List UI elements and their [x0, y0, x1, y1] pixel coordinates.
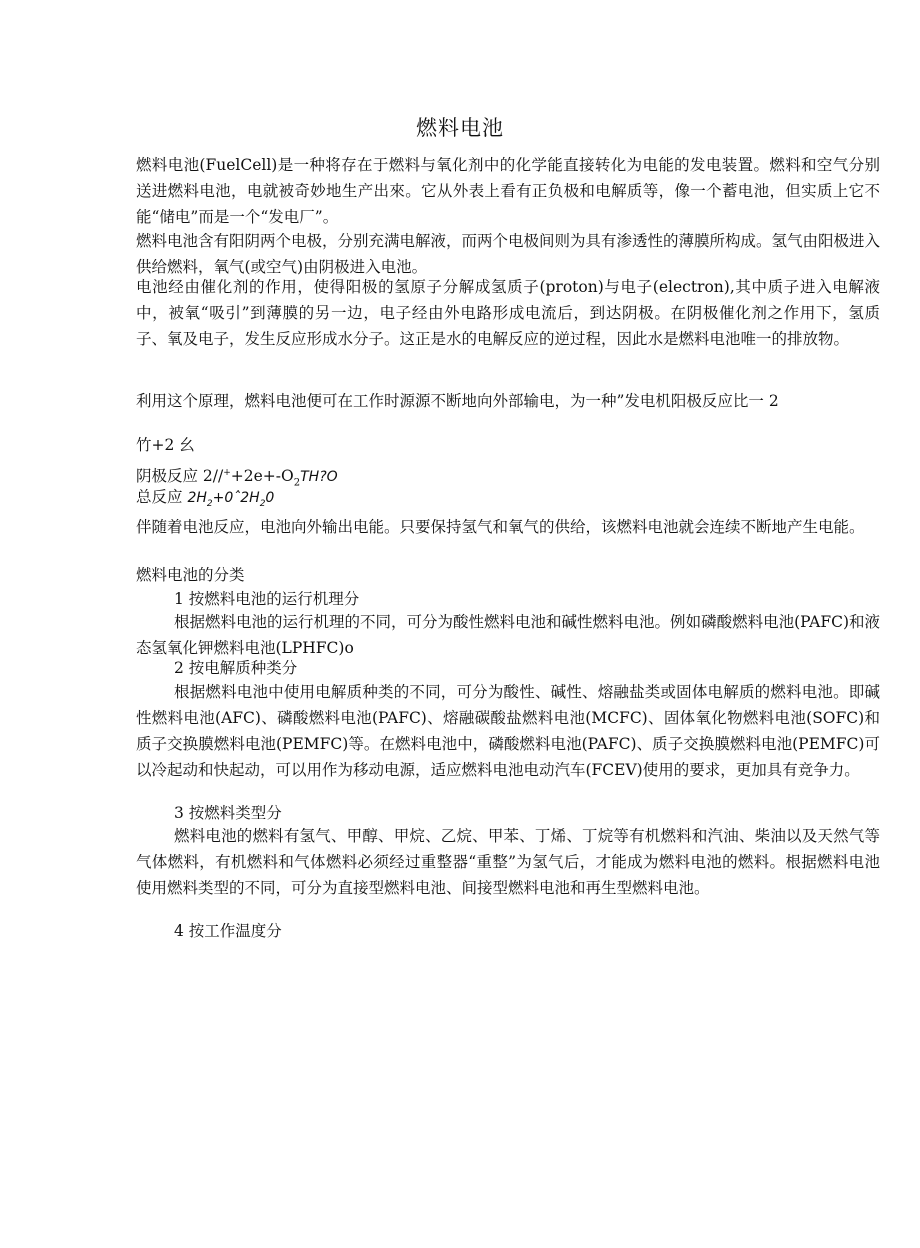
- total-reaction-line: [136, 484, 274, 517]
- total-reaction-h: 2H: [187, 490, 207, 506]
- paragraph-output: 伴随着电池反应，电池向外输出电能。只要保持氢气和氧气的供给，该燃料电池就会连续不断地产生电能。: [136, 518, 865, 536]
- total-reaction-end: 0: [265, 490, 275, 506]
- section-classification-heading: 燃料电池的分类: [136, 566, 245, 584]
- paragraph-fuel-type: 燃料电池的燃料有氢气、甲醇、甲烷、乙烷、甲苯、丁烯、丁烷等有机燃料和汽油、柴油以及天然气等气体燃料，有机燃料和气体燃料必须经过重整器“重整”为氢气后，才能成为燃料电池的燃料。根据燃料电池使用燃料类型的不同，可分为直接型燃料电池、间接型燃料电池和再生型燃料电池。: [136, 827, 880, 897]
- total-reaction-label: 总反应: [136, 488, 188, 506]
- total-reaction-sub-2: 2: [259, 499, 266, 510]
- cathode-reaction-sup: +: [223, 468, 231, 478]
- subsection-heading-1: 1 按燃料电池的运行机理分: [174, 590, 360, 608]
- page-title: 燃料电池: [416, 116, 504, 140]
- paragraph-mechanism: 根据燃料电池的运行机理的不同，可分为酸性燃料电池和碱性燃料电池。例如磷酸燃料电池(PAFC)和液态氢氧化钾燃料电池(LPHFC)o: [136, 613, 880, 657]
- total-reaction-mid: +0ˆ2H: [212, 490, 260, 506]
- total-reaction-sub-1: 2: [206, 499, 213, 510]
- paragraph-electrodes: 燃料电池含有阳阴两个电极，分别充满电解液，而两个电极间则为具有渗透性的薄膜所构成。氢气由阳极进入供给燃料，氧气(或空气)由阴极进入电池。: [136, 232, 881, 276]
- paragraph-catalyst: 电池经由催化剂的作用，使得阳极的氢原子分解成氢质子(proton)与电子(electron),其中质子进入电解液中，被氧“吸引”到薄膜的另一边，电子经由外电路形成电流后，到达阴极。在阴极催化剂之作用下，氢质子、氧及电子，发生反应形成水分子。这正是水的电解反应的逆过程，因此水是燃料电池唯一的排放物。: [136, 278, 880, 348]
- cathode-reaction-sub: 2: [293, 477, 301, 489]
- anode-reaction-line: 竹+2 幺: [136, 436, 195, 454]
- paragraph-principle: 利用这个原理，燃料电池便可在工作时源源不断地向外部输电，为一种”发电机阳极反应比一 2: [136, 392, 779, 410]
- cathode-reaction-product: TH?O: [300, 469, 338, 486]
- cathode-reaction-text: 阴极反应 2//: [136, 467, 224, 486]
- paragraph-electrolyte: 根据燃料电池中使用电解质种类的不同，可分为酸性、碱性、熔融盐类或固体电解质的燃料电池。即碱性燃料电池(AFC)、磷酸燃料电池(PAFC)、熔融碳酸盐燃料电池(MCFC)、固体氧化物燃料电池(SOFC)和质子交换膜燃料电池(PEMFC)等。在燃料电池中，磷酸燃料电池(PAFC)、质子交换膜燃料电池(PEMFC)可以冷起动和快起动，可以用作为移动电源，适应燃料电池电动汽车(FCEV)使用的要求，更加具有竞争力。: [136, 683, 880, 779]
- subsection-heading-3: 3 按燃料类型分: [174, 804, 282, 822]
- subsection-heading-2: 2 按电解质种类分: [174, 659, 298, 677]
- subsection-heading-4: 4 按工作温度分: [174, 922, 282, 940]
- paragraph-intro: 燃料电池(FuelCell)是一种将存在于燃料与氧化剂中的化学能直接转化为电能的发电装置。燃料和空气分别送进燃料电池，电就被奇妙地生产出來。它从外表上看有正负极和电解质等，像一个蓄电池，但实质上它不能“储电”而是一个“发电厂”。: [136, 156, 880, 226]
- cathode-reaction-text-2: +2e+-O: [230, 467, 294, 486]
